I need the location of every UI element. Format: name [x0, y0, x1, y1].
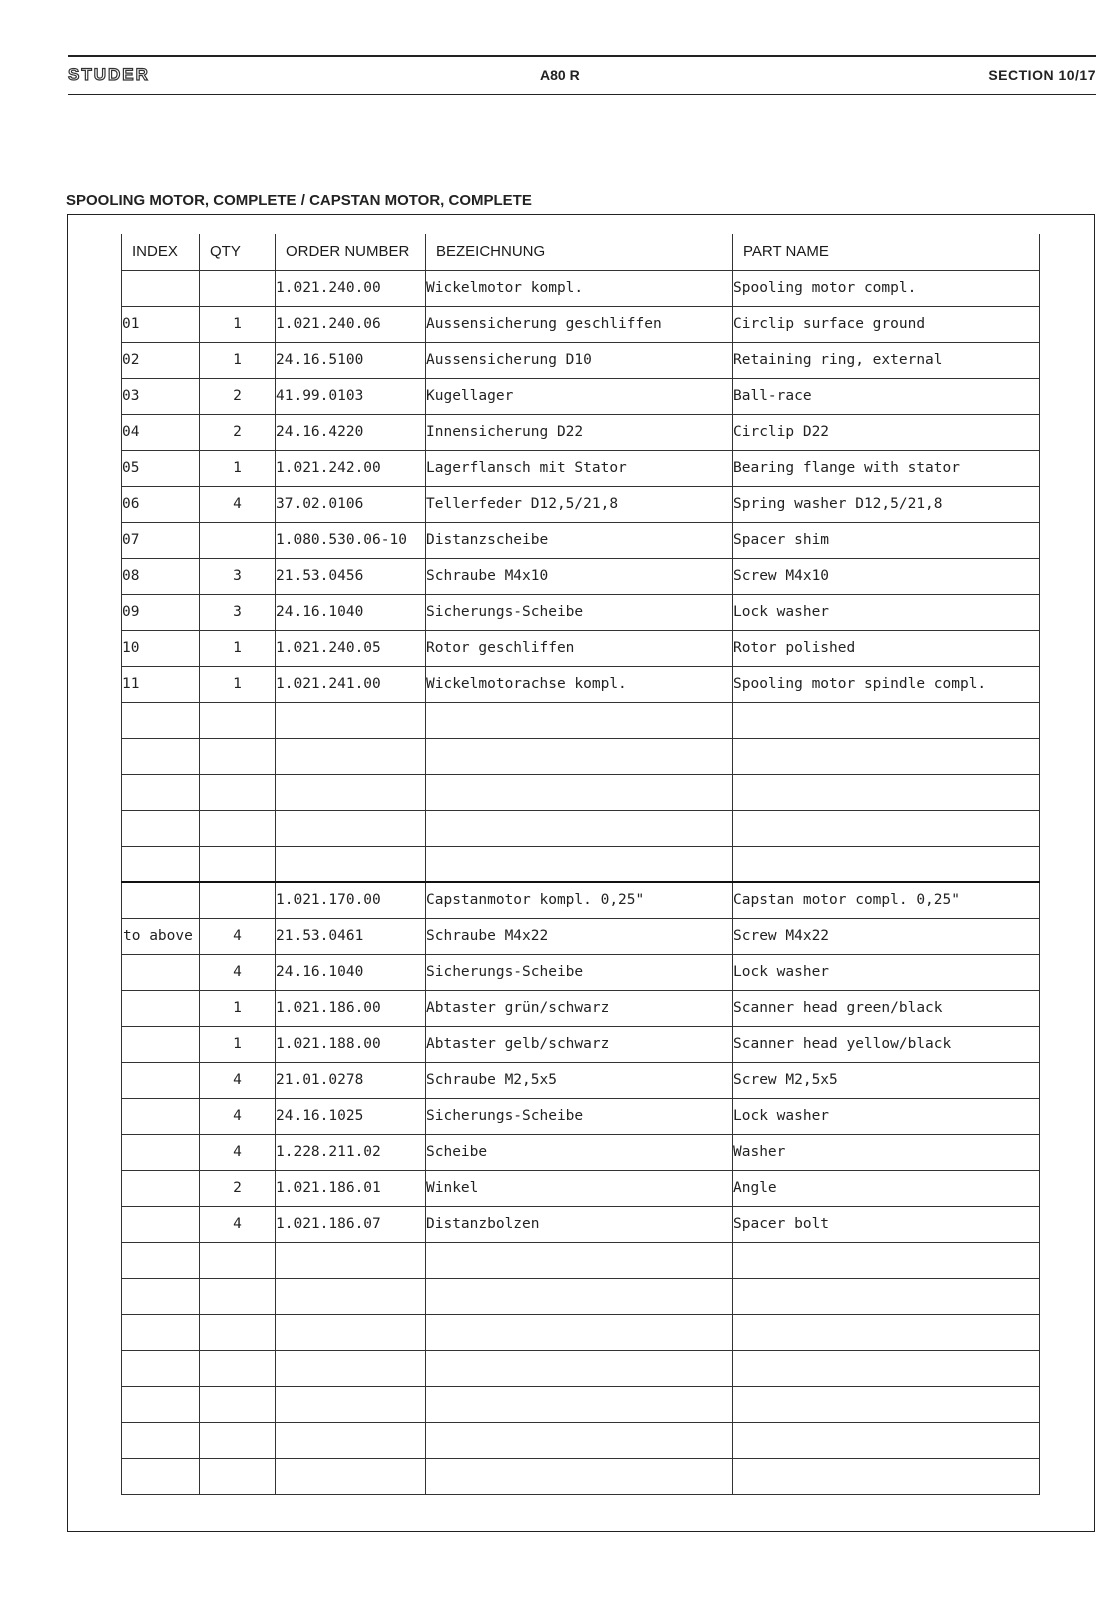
index-cell — [122, 1134, 200, 1170]
index-cell: 11 — [122, 666, 200, 702]
column-header-order-number: ORDER NUMBER — [276, 234, 426, 270]
qty-cell: 4 — [200, 1206, 276, 1242]
part-name-cell: Circlip surface ground — [733, 306, 1040, 342]
table-row — [122, 594, 1040, 630]
qty-cell: 4 — [200, 1062, 276, 1098]
table-row — [122, 342, 1040, 378]
column-header-qty: QTY — [200, 234, 276, 270]
part-name-cell: Bearing flange with stator — [733, 450, 1040, 486]
table-row — [122, 1026, 1040, 1062]
qty-cell — [200, 270, 276, 306]
bezeichnung-cell: Wickelmotorachse kompl. — [426, 666, 733, 702]
order-number-cell — [276, 1386, 426, 1422]
table-row — [122, 378, 1040, 414]
order-number-cell: 41.99.0103 — [276, 378, 426, 414]
order-number-cell: 21.53.0461 — [276, 918, 426, 954]
bezeichnung-cell — [426, 738, 733, 774]
qty-cell: 4 — [200, 1098, 276, 1134]
order-number-cell: 1.080.530.06-10 — [276, 522, 426, 558]
qty-cell: 1 — [200, 306, 276, 342]
bezeichnung-cell: Aussensicherung D10 — [426, 342, 733, 378]
order-number-cell: 24.16.1025 — [276, 1098, 426, 1134]
index-cell: to above — [122, 918, 200, 954]
order-number-cell: 21.01.0278 — [276, 1062, 426, 1098]
part-name-cell: Ball-race — [733, 378, 1040, 414]
bezeichnung-cell — [426, 1278, 733, 1314]
part-name-cell — [733, 1242, 1040, 1278]
order-number-cell: 24.16.5100 — [276, 342, 426, 378]
table-row — [122, 846, 1040, 882]
index-cell — [122, 1062, 200, 1098]
index-cell — [122, 1278, 200, 1314]
part-name-cell: Spooling motor spindle compl. — [733, 666, 1040, 702]
table-row — [122, 1170, 1040, 1206]
qty-cell — [200, 1314, 276, 1350]
bezeichnung-cell: Rotor geschliffen — [426, 630, 733, 666]
index-cell — [122, 1422, 200, 1458]
bezeichnung-cell: Sicherungs-Scheibe — [426, 594, 733, 630]
qty-cell — [200, 1386, 276, 1422]
order-number-cell — [276, 774, 426, 810]
order-number-cell: 1.021.186.00 — [276, 990, 426, 1026]
bezeichnung-cell — [426, 810, 733, 846]
table-row — [122, 522, 1040, 558]
table-row — [122, 1314, 1040, 1350]
part-name-cell: Screw M2,5x5 — [733, 1062, 1040, 1098]
table-row — [122, 1278, 1040, 1314]
bezeichnung-cell: Abtaster gelb/schwarz — [426, 1026, 733, 1062]
qty-cell: 1 — [200, 450, 276, 486]
part-name-cell: Spring washer D12,5/21,8 — [733, 486, 1040, 522]
index-cell — [122, 846, 200, 882]
column-header-part-name: PART NAME — [733, 234, 1040, 270]
index-cell — [122, 270, 200, 306]
order-number-cell — [276, 738, 426, 774]
bezeichnung-cell: Tellerfeder D12,5/21,8 — [426, 486, 733, 522]
bezeichnung-cell — [426, 1242, 733, 1278]
part-name-cell: Rotor polished — [733, 630, 1040, 666]
table-row — [122, 1062, 1040, 1098]
table-row — [122, 630, 1040, 666]
bezeichnung-cell — [426, 702, 733, 738]
order-number-cell — [276, 1314, 426, 1350]
order-number-cell: 24.16.4220 — [276, 414, 426, 450]
column-header-index: INDEX — [122, 234, 200, 270]
part-name-cell — [733, 738, 1040, 774]
bezeichnung-cell: Kugellager — [426, 378, 733, 414]
bezeichnung-cell: Capstanmotor kompl. 0,25" — [426, 882, 733, 918]
order-number-cell: 1.021.170.00 — [276, 882, 426, 918]
qty-cell: 1 — [200, 1026, 276, 1062]
table-row — [122, 270, 1040, 306]
index-cell: 09 — [122, 594, 200, 630]
qty-cell — [200, 846, 276, 882]
order-number-cell — [276, 1350, 426, 1386]
table-row — [122, 1458, 1040, 1494]
bezeichnung-cell: Aussensicherung geschliffen — [426, 306, 733, 342]
qty-cell — [200, 774, 276, 810]
part-name-cell — [733, 1422, 1040, 1458]
bezeichnung-cell: Sicherungs-Scheibe — [426, 954, 733, 990]
table-row — [122, 918, 1040, 954]
order-number-cell — [276, 1278, 426, 1314]
column-header-bezeichnung: BEZEICHNUNG — [426, 234, 733, 270]
table-row — [122, 954, 1040, 990]
order-number-cell: 1.021.186.07 — [276, 1206, 426, 1242]
qty-cell — [200, 1350, 276, 1386]
order-number-cell: 1.021.240.06 — [276, 306, 426, 342]
section-label: SECTION 10/17 — [988, 67, 1096, 83]
order-number-cell: 1.021.186.01 — [276, 1170, 426, 1206]
index-cell — [122, 954, 200, 990]
bezeichnung-cell — [426, 1386, 733, 1422]
order-number-cell: 1.021.241.00 — [276, 666, 426, 702]
bezeichnung-cell — [426, 1350, 733, 1386]
bezeichnung-cell: Wickelmotor kompl. — [426, 270, 733, 306]
qty-cell — [200, 522, 276, 558]
order-number-cell — [276, 1422, 426, 1458]
table-row — [122, 1134, 1040, 1170]
bezeichnung-cell: Abtaster grün/schwarz — [426, 990, 733, 1026]
table-row — [122, 558, 1040, 594]
order-number-cell: 1.228.211.02 — [276, 1134, 426, 1170]
order-number-cell: 24.16.1040 — [276, 594, 426, 630]
bezeichnung-cell: Innensicherung D22 — [426, 414, 733, 450]
order-number-cell: 1.021.240.05 — [276, 630, 426, 666]
qty-cell: 2 — [200, 414, 276, 450]
order-number-cell: 24.16.1040 — [276, 954, 426, 990]
qty-cell: 1 — [200, 342, 276, 378]
part-name-cell: Angle — [733, 1170, 1040, 1206]
qty-cell — [200, 1242, 276, 1278]
index-cell: 06 — [122, 486, 200, 522]
table-row — [122, 414, 1040, 450]
index-cell: 04 — [122, 414, 200, 450]
index-cell — [122, 774, 200, 810]
order-number-cell — [276, 846, 426, 882]
part-name-cell — [733, 1314, 1040, 1350]
part-name-cell: Scanner head green/black — [733, 990, 1040, 1026]
table-row — [122, 882, 1040, 918]
index-cell: 03 — [122, 378, 200, 414]
table-row — [122, 306, 1040, 342]
index-cell — [122, 702, 200, 738]
bezeichnung-cell — [426, 1458, 733, 1494]
part-name-cell — [733, 1278, 1040, 1314]
table-row — [122, 1422, 1040, 1458]
index-cell — [122, 1170, 200, 1206]
table-row — [122, 774, 1040, 810]
bezeichnung-cell: Sicherungs-Scheibe — [426, 1098, 733, 1134]
bezeichnung-cell: Schraube M4x10 — [426, 558, 733, 594]
index-cell — [122, 1206, 200, 1242]
index-cell: 01 — [122, 306, 200, 342]
index-cell — [122, 882, 200, 918]
part-name-cell — [733, 702, 1040, 738]
table-row — [122, 666, 1040, 702]
part-name-cell: Lock washer — [733, 1098, 1040, 1134]
order-number-cell — [276, 702, 426, 738]
header-top-rule — [68, 55, 1096, 57]
part-name-cell — [733, 1386, 1040, 1422]
table-row — [122, 738, 1040, 774]
index-cell: 05 — [122, 450, 200, 486]
qty-cell — [200, 810, 276, 846]
qty-cell: 2 — [200, 378, 276, 414]
part-name-cell — [733, 774, 1040, 810]
parts-table — [121, 234, 1040, 1495]
order-number-cell — [276, 1458, 426, 1494]
part-name-cell: Capstan motor compl. 0,25" — [733, 882, 1040, 918]
index-cell — [122, 738, 200, 774]
qty-cell: 1 — [200, 990, 276, 1026]
table-body — [122, 270, 1040, 1494]
order-number-cell: 1.021.242.00 — [276, 450, 426, 486]
page-title: SPOOLING MOTOR, COMPLETE / CAPSTAN MOTOR, COMPLETE — [66, 192, 532, 209]
index-cell: 07 — [122, 522, 200, 558]
qty-cell: 4 — [200, 1134, 276, 1170]
table-row — [122, 486, 1040, 522]
qty-cell: 3 — [200, 594, 276, 630]
part-name-cell: Washer — [733, 1134, 1040, 1170]
bezeichnung-cell: Schraube M4x22 — [426, 918, 733, 954]
order-number-cell — [276, 1242, 426, 1278]
bezeichnung-cell: Schraube M2,5x5 — [426, 1062, 733, 1098]
model-label: A80 R — [540, 67, 580, 83]
order-number-cell: 1.021.188.00 — [276, 1026, 426, 1062]
table-row — [122, 1386, 1040, 1422]
table-row — [122, 1098, 1040, 1134]
part-name-cell — [733, 1458, 1040, 1494]
part-name-cell: Lock washer — [733, 954, 1040, 990]
table-row — [122, 810, 1040, 846]
part-name-cell — [733, 1350, 1040, 1386]
qty-cell: 3 — [200, 558, 276, 594]
part-name-cell: Screw M4x22 — [733, 918, 1040, 954]
part-name-cell: Spacer bolt — [733, 1206, 1040, 1242]
qty-cell — [200, 1278, 276, 1314]
table-row — [122, 450, 1040, 486]
bezeichnung-cell: Lagerflansch mit Stator — [426, 450, 733, 486]
index-cell — [122, 1098, 200, 1134]
table-row — [122, 702, 1040, 738]
table-row — [122, 1350, 1040, 1386]
bezeichnung-cell — [426, 1314, 733, 1350]
qty-cell — [200, 1422, 276, 1458]
order-number-cell — [276, 810, 426, 846]
part-name-cell: Scanner head yellow/black — [733, 1026, 1040, 1062]
studer-logo: STUDER — [68, 65, 150, 84]
index-cell — [122, 1350, 200, 1386]
qty-cell — [200, 1458, 276, 1494]
qty-cell: 2 — [200, 1170, 276, 1206]
qty-cell: 4 — [200, 486, 276, 522]
part-name-cell — [733, 846, 1040, 882]
table-header-row — [122, 234, 1040, 270]
part-name-cell: Retaining ring, external — [733, 342, 1040, 378]
part-name-cell: Lock washer — [733, 594, 1040, 630]
bezeichnung-cell — [426, 1422, 733, 1458]
bezeichnung-cell: Scheibe — [426, 1134, 733, 1170]
order-number-cell: 1.021.240.00 — [276, 270, 426, 306]
qty-cell: 1 — [200, 666, 276, 702]
index-cell: 10 — [122, 630, 200, 666]
index-cell — [122, 1242, 200, 1278]
part-name-cell: Spooling motor compl. — [733, 270, 1040, 306]
order-number-cell: 37.02.0106 — [276, 486, 426, 522]
order-number-cell: 21.53.0456 — [276, 558, 426, 594]
index-cell — [122, 990, 200, 1026]
index-cell: 02 — [122, 342, 200, 378]
bezeichnung-cell: Distanzscheibe — [426, 522, 733, 558]
index-cell — [122, 1458, 200, 1494]
table-row — [122, 990, 1040, 1026]
qty-cell: 4 — [200, 954, 276, 990]
index-cell — [122, 1314, 200, 1350]
table-row — [122, 1206, 1040, 1242]
bezeichnung-cell: Winkel — [426, 1170, 733, 1206]
qty-cell — [200, 882, 276, 918]
part-name-cell: Circlip D22 — [733, 414, 1040, 450]
qty-cell: 1 — [200, 630, 276, 666]
index-cell: 08 — [122, 558, 200, 594]
bezeichnung-cell — [426, 774, 733, 810]
qty-cell: 4 — [200, 918, 276, 954]
index-cell — [122, 1386, 200, 1422]
part-name-cell: Screw M4x10 — [733, 558, 1040, 594]
qty-cell — [200, 738, 276, 774]
table-row — [122, 1242, 1040, 1278]
header-bottom-rule — [68, 94, 1096, 95]
index-cell — [122, 1026, 200, 1062]
part-name-cell: Spacer shim — [733, 522, 1040, 558]
bezeichnung-cell — [426, 846, 733, 882]
bezeichnung-cell: Distanzbolzen — [426, 1206, 733, 1242]
index-cell — [122, 810, 200, 846]
qty-cell — [200, 702, 276, 738]
part-name-cell — [733, 810, 1040, 846]
